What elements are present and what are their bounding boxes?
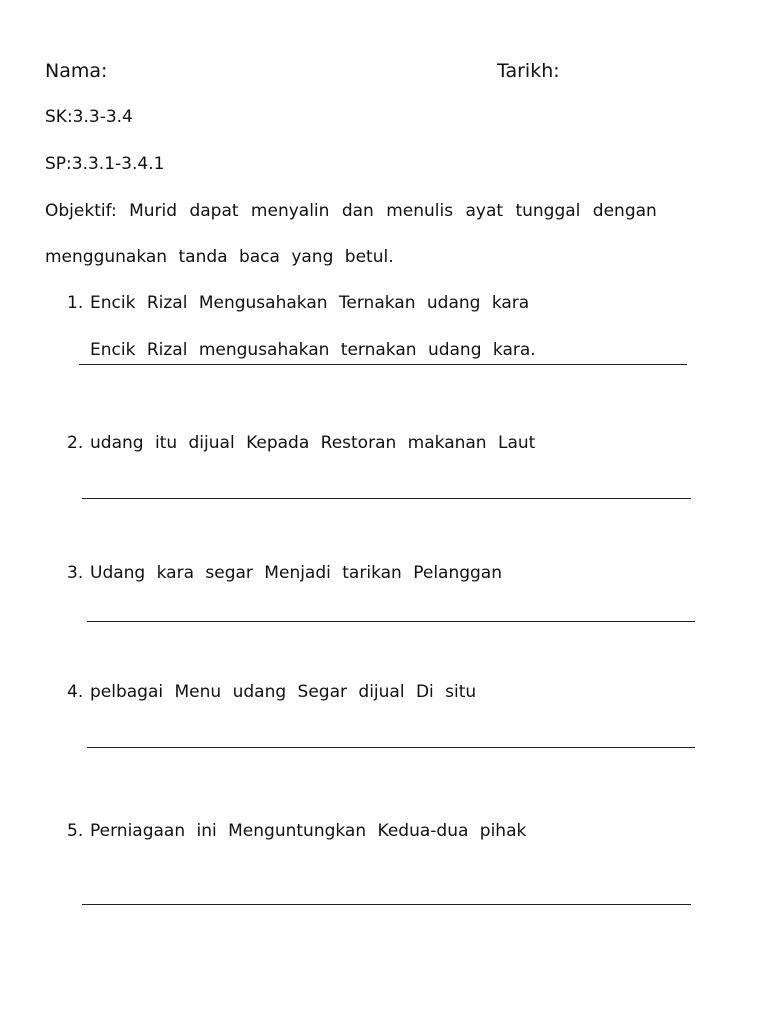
question-1-answer: Encik Rizal mengusahakan ternakan udang kara. <box>90 340 536 360</box>
question-5-text: Perniagaan ini Menguntungkan Kedua-dua pihak <box>90 821 527 841</box>
objective-line-1: Objektif: Murid dapat menyalin dan menulis ayat tunggal dengan <box>45 201 657 221</box>
question-4-answer-line[interactable] <box>87 747 695 748</box>
objective-line-2: menggunakan tanda baca yang betul. <box>45 247 394 267</box>
question-2-text: udang itu dijual Kepada Restoran makanan Laut <box>90 433 536 453</box>
tarikh-label: Tarikh: <box>497 60 560 82</box>
question-5-answer-line[interactable] <box>82 904 691 905</box>
sp-code: SP:3.3.1-3.4.1 <box>45 154 165 174</box>
nama-label: Nama: <box>45 60 108 82</box>
question-3-number: 3. <box>67 563 84 583</box>
question-4-text: pelbagai Menu udang Segar dijual Di situ <box>90 682 477 702</box>
question-4-number: 4. <box>67 682 84 702</box>
question-3-text: Udang kara segar Menjadi tarikan Pelanggan <box>90 563 503 583</box>
question-3-answer-line[interactable] <box>87 621 695 622</box>
question-1-number: 1. <box>67 293 84 313</box>
question-5-number: 5. <box>67 821 84 841</box>
question-2-answer-line[interactable] <box>82 498 691 499</box>
question-2-number: 2. <box>67 433 84 453</box>
sk-code: SK:3.3-3.4 <box>45 107 133 127</box>
question-1-answer-line <box>79 364 687 365</box>
question-1-text: Encik Rizal Mengusahakan Ternakan udang kara <box>90 293 530 313</box>
